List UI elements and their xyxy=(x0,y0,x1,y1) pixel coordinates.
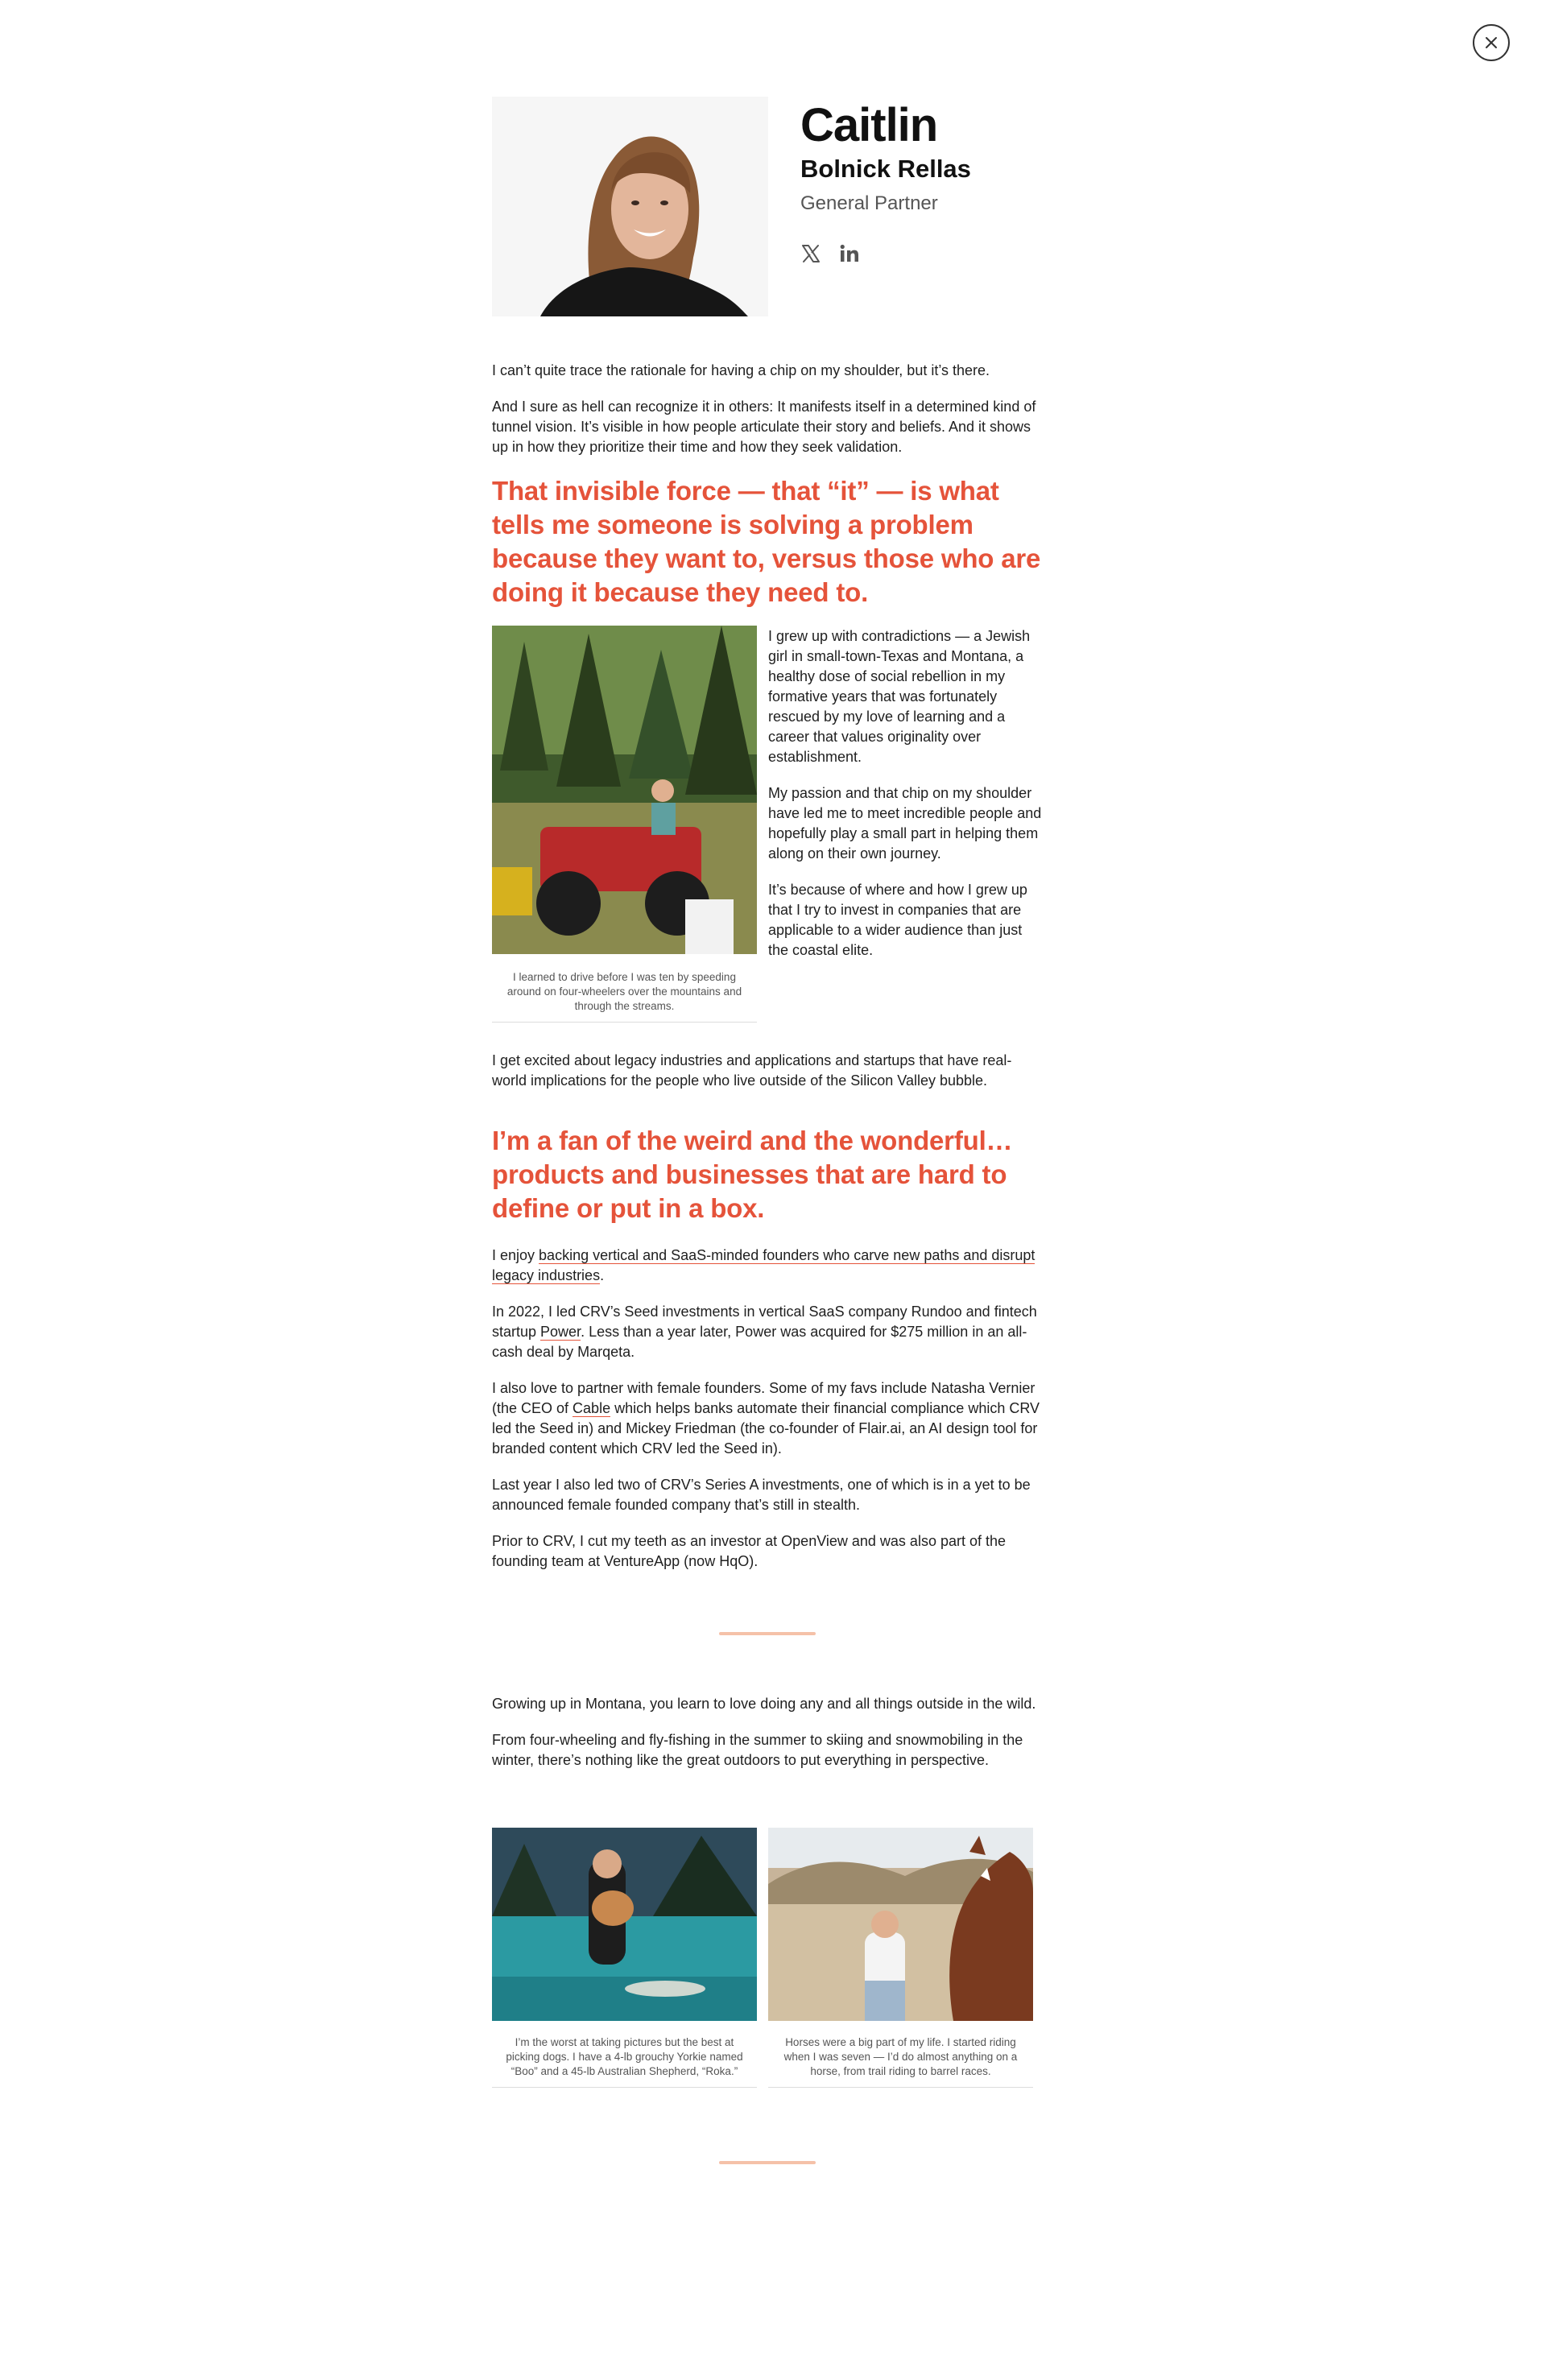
first-name: Caitlin xyxy=(800,99,938,151)
story-paragraph-3: It’s because of where and how I grew up that I try to invest in companies that are applicable to a wider audience than just the coastal elite. xyxy=(768,882,1027,958)
profile-header xyxy=(800,97,1042,264)
headshot-photo xyxy=(492,97,768,316)
dogs-photo xyxy=(492,1828,757,2021)
series-a-paragraph: Last year I also led two of CRV’s Series A investments, one of which is in a yet to be announced female founded company that’s still in stealth. xyxy=(492,1477,1031,1513)
pull-quote-text: I’m a fan of the weird and the wonderful… products and businesses that are hard to define or put in a box. xyxy=(492,1126,1013,1223)
caption-divider xyxy=(492,1022,757,1023)
intro-paragraph-1: I can’t quite trace the rationale for having a chip on my shoulder, but it’s there. xyxy=(492,362,990,378)
atv-photo-caption: I learned to drive before I was ten by speeding around on four-wheelers over the mountains and through the streams. xyxy=(506,971,742,1012)
story-paragraph-2: My passion and that chip on my shoulder have led me to meet incredible people and hopefully play a small part in helping them along on their own journey. xyxy=(768,785,1042,862)
pull-quote-1 xyxy=(492,474,1044,609)
outdoors-paragraph-1: Growing up in Montana, you learn to love doing any and all things outside in the wild. xyxy=(492,1696,1036,1712)
enjoy-suffix: . xyxy=(600,1267,605,1283)
section-divider xyxy=(719,2161,816,2164)
outdoors-section xyxy=(492,1694,1044,1771)
led-prefix: In 2022, I led CRV’s Seed investments in vertical SaaS company Rundoo and fintech startup xyxy=(492,1304,1037,1340)
work-section xyxy=(492,1246,1044,1572)
intro-paragraph-2: And I sure as hell can recognize it in others: It manifests itself in a determined kind of tunnel vision. It’s visible in how people articulate their story and beliefs. And it shows up in how they prioritize their time and how they seek validation. xyxy=(492,399,1036,455)
horse-photo xyxy=(768,1828,1033,2021)
outdoors-paragraph-2: From four-wheeling and fly-fishing in the summer to skiing and snowmobiling in the winter, there’s nothing like the great outdoors to put everything in perspective. xyxy=(492,1732,1023,1768)
prior-experience-paragraph: Prior to CRV, I cut my teeth as an investor at OpenView and was also part of the founding team at VentureApp (now HqO). xyxy=(492,1533,1007,1569)
dogs-caption-block xyxy=(492,2035,757,2088)
investments-paragraph xyxy=(492,1302,1044,1362)
legacy-section xyxy=(492,1051,1044,1091)
power-link[interactable]: Power xyxy=(540,1324,581,1340)
legacy-paragraph: I get excited about legacy industries and applications and startups that have real-world implications for the people who live outside of the Silicon Valley bubble. xyxy=(492,1052,1012,1089)
section-divider xyxy=(719,1632,816,1635)
pull-quote-text: That invisible force — that “it” — is what tells me someone is solving a problem because they want to, versus those who are doing it because they need to. xyxy=(492,476,1041,607)
intro-section xyxy=(492,361,1044,457)
close-button[interactable] xyxy=(1473,24,1510,61)
pull-quote-2 xyxy=(492,1124,1044,1225)
story-paragraph-1: I grew up with contradictions — a Jewish girl in small-town-Texas and Montana, a healthy dose of social rebellion in my formative years that was fortunately rescued by my love of learning and a career that values originality over establishment. xyxy=(768,628,1031,765)
story-text xyxy=(768,626,1045,961)
linkedin-icon[interactable] xyxy=(839,243,860,264)
horse-caption-block xyxy=(768,2035,1033,2088)
atv-photo xyxy=(492,626,757,954)
atv-caption-block xyxy=(492,970,757,1023)
close-icon xyxy=(1484,35,1498,50)
horse-photo-caption: Horses were a big part of my life. I started riding when I was seven — I’d do almost anything on a horse, from trail riding to barrel races. xyxy=(783,2036,1018,2077)
enjoy-prefix: I enjoy xyxy=(492,1247,539,1263)
last-name: Bolnick Rellas xyxy=(800,155,971,183)
social-links xyxy=(800,243,1042,264)
dogs-photo-caption: I’m the worst at taking pictures but the best at picking dogs. I have a 4-lb grouchy Yorkie named “Boo” and a 45-lb Australian Shepherd, “Roka.” xyxy=(506,2036,743,2077)
female-suffix: which helps banks automate their financial compliance which CRV led the Seed in) and Mickey Friedman (the co-founder of Flair.ai, an AI design tool for branded content which CRV led the Seed in). xyxy=(492,1400,1040,1457)
enjoy-paragraph xyxy=(492,1246,1044,1286)
founders-link[interactable]: backing vertical and SaaS-minded founders who carve new paths and disrupt legacy industries xyxy=(492,1247,1035,1283)
caption-divider xyxy=(768,2087,1033,2088)
cable-link[interactable]: Cable xyxy=(573,1400,611,1416)
led-suffix: . Less than a year later, Power was acquired for $275 million in an all-cash deal by Marqeta. xyxy=(492,1324,1027,1360)
job-title: General Partner xyxy=(800,192,938,214)
female-founders-paragraph xyxy=(492,1378,1044,1459)
caption-divider xyxy=(492,2087,757,2088)
female-prefix: I also love to partner with female founders. Some of my favs include Natasha Vernier (the CEO of xyxy=(492,1380,1035,1416)
x-icon[interactable] xyxy=(800,243,821,264)
